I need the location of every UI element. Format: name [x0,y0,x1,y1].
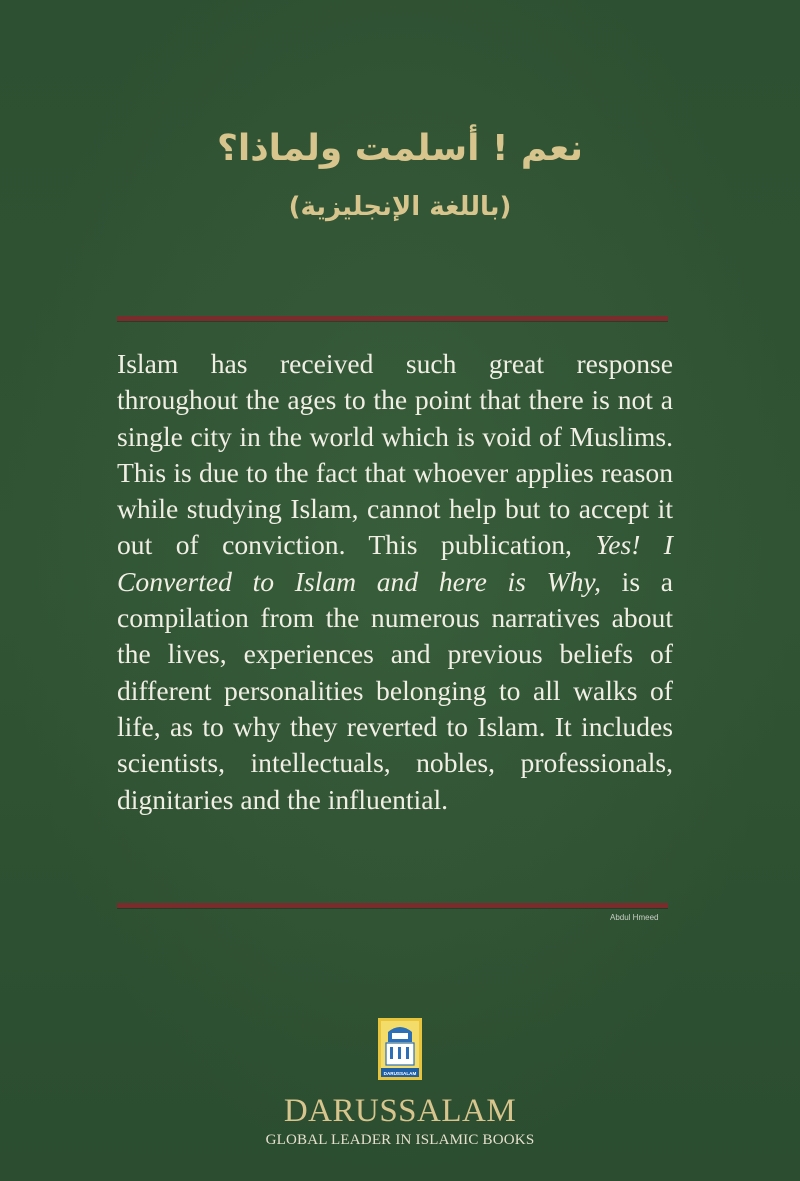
darussalam-logo-icon [378,1018,422,1080]
publisher-name: DARUSSALAM [283,1093,517,1129]
bottom-divider [117,903,668,908]
logo-wordmark: DARUSSALAM [383,1071,417,1076]
publisher-tagline: GLOBAL LEADER IN ISLAMIC BOOKS [265,1132,535,1148]
blurb-text [117,346,673,818]
arabic-subtitle: (باللغة الإنجليزية) [288,192,512,222]
arabic-title: نعم ! أسلمت ولماذا؟ [216,128,583,169]
book-title: Yes! I Converted to Islam and here is Why, [117,529,673,597]
blurb-part-2: is a compilation from the numerous narratives about the lives, experiences and previous beliefs of different personalities belonging to all walks of life, as to why they reverted to Islam. It includes scientists, intellectuals, nobles, professionals, dignitaries and the influential. [117,565,674,815]
blurb-part-1: Islam has received such great response throughout the ages to the point that there is not a single city in the world which is void of Muslims. This is due to the fact that whoever applies reason while studying Islam, cannot help but to accept it out of conviction. This publication, [117,348,673,561]
designer-credit: Abdul Hmeed [610,913,659,922]
top-divider [117,316,668,321]
